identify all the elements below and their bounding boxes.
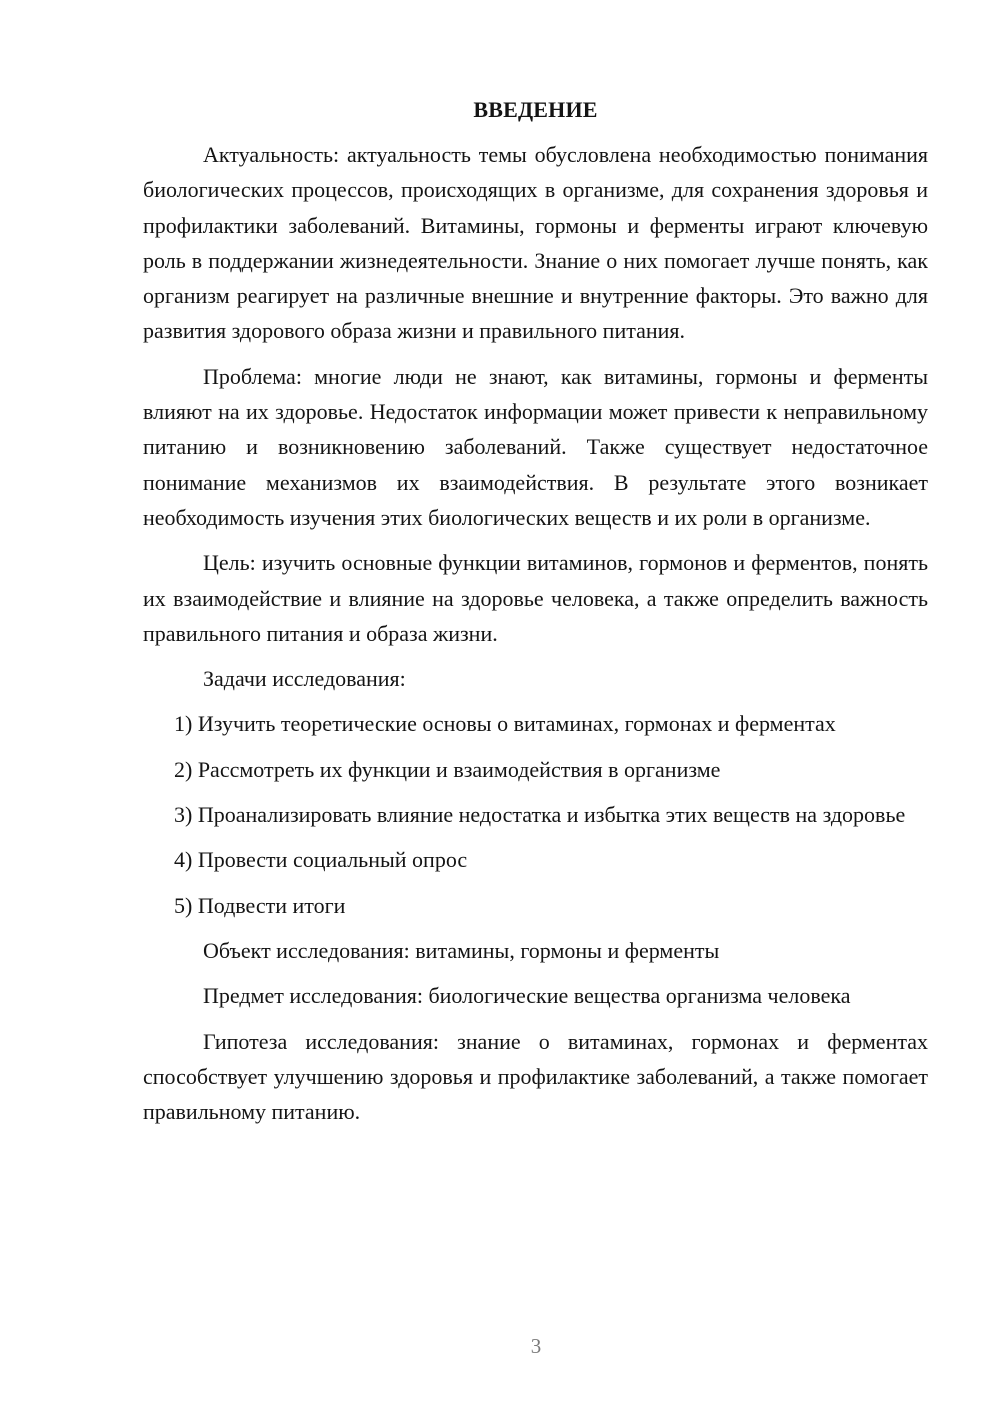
hypothesis-paragraph: Гипотеза исследования: знание о витаминах, гормонах и ферментах способствует улучшению здоровья и профилактике заболеваний, а также помогает правильному питанию. — [143, 1028, 928, 1125]
task-item-1: 1) Изучить теоретические основы о витаминах, гормонах и ферментах — [174, 711, 836, 737]
page-number: 3 — [530, 1334, 542, 1358]
section-heading: ВВЕДЕНИЕ — [473, 97, 598, 122]
page-content — [143, 92, 928, 1139]
tasks-list — [143, 706, 928, 922]
goal-paragraph: Цель: изучить основные функции витаминов, гормонов и ферментов, понять их взаимодействие и влияние на здоровье человека, а также определить важность правильного питания и образа жизни. — [143, 550, 928, 646]
task-item-5: 5) Подвести итоги — [174, 892, 346, 918]
tasks-title: Задачи исследования: — [203, 666, 406, 692]
task-item-3: 3) Проанализировать влияние недостатка и избытка этих веществ на здоровье — [174, 802, 906, 828]
research-subject-paragraph: Предмет исследования: биологические вещества организма человека — [203, 983, 851, 1009]
task-item-2: 2) Рассмотреть их функции и взаимодействия в организме — [174, 756, 721, 782]
research-object-paragraph: Объект исследования: витамины, гормоны и ферменты — [203, 937, 720, 963]
problem-paragraph: Проблема: многие люди не знают, как витамины, гормоны и ферменты влияют на их здоровье. Недостаток информации может привести к неправильному питанию и возникновению заболеваний. Также существует недостаточное понимание механизмов их взаимодействия. В результате этого возникает необходимость изучения этих биологических веществ и их роли в организме. — [143, 363, 928, 530]
task-item-4: 4) Провести социальный опрос — [174, 847, 468, 873]
relevance-paragraph: Актуальность: актуальность темы обусловлена необходимостью понимания биологических процессов, происходящих в организме, для сохранения здоровья и профилактики заболеваний. Витамины, гормоны и ферменты играют ключевую роль в поддержании жизнедеятельности. Знание о них помогает лучше понять, как организм реагирует на различные внешние и внутренние факторы. Это важно для развития здорового образа жизни и правильного питания. — [143, 142, 928, 344]
